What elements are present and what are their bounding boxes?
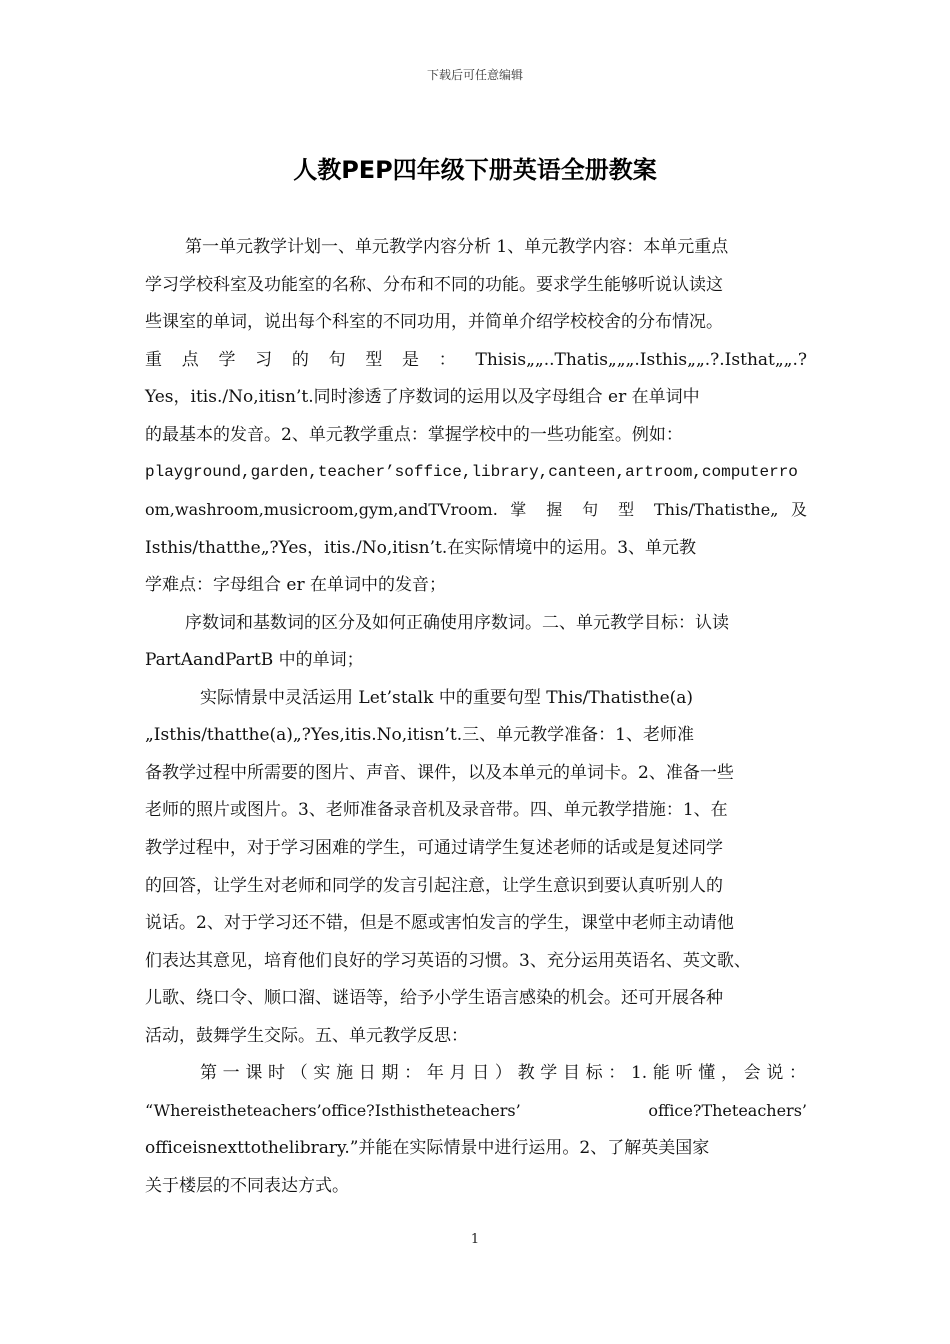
- paragraph-line: 儿歌、绕口令、顺口溜、谜语等，给予小学生语言感染的机会。还可开展各种: [145, 988, 723, 1008]
- paragraph-line: 些课室的单词，说出每个科室的不同功用，并简单介绍学校校舍的分布情况。: [145, 312, 723, 332]
- paragraph-line: 的最基本的发音。2、单元教学重点：掌握学校中的一些功能室。例如：: [145, 425, 683, 445]
- paragraph-line: 备教学过程中所需要的图片、声音、课件，以及本单元的单词卡。2、准备一些: [145, 763, 734, 783]
- page-header: 下载后可任意编辑: [426, 68, 523, 82]
- document-title: 人教PEP四年级下册英语全册教案: [293, 156, 657, 184]
- paragraph-line: 关于楼层的不同表达方式。: [145, 1176, 349, 1196]
- paragraph-line: 重 点 学 习 的 句 型 是 ： Thisis„„..Thatis„„„.Isthis„„.?.Isthat„„.?: [145, 350, 807, 370]
- paragraph-line: Yes，itis./No,itisn’t.同时渗透了序数词的运用以及字母组合 er 在单词中: [145, 387, 700, 407]
- paragraph-line: 教学过程中，对于学习困难的学生，可通过请学生复述老师的话或是复述同学: [145, 838, 723, 858]
- paragraph-line: „Isthis/thatthe(a)„?Yes,itis.No,itisn’t.三、单元教学准备：1、老师准: [145, 725, 694, 745]
- paragraph-line: 们表达其意见，培育他们良好的学习英语的习惯。3、充分运用英语名、英文歌、: [145, 951, 751, 971]
- paragraph-line: playground,garden,teacher’soffice,library,canteen,artroom,computerro: [145, 463, 798, 481]
- page-number: 1: [470, 1232, 480, 1247]
- paragraph-line: 学习学校科室及功能室的名称、分布和不同的功能。要求学生能够听说认读这: [145, 275, 723, 295]
- paragraph-line: PartAandPartB 中的单词；: [145, 650, 364, 670]
- paragraph-line: officeisnexttothelibrary.”并能在实际情景中进行运用。2、了解英美国家: [145, 1138, 710, 1158]
- paragraph-line: Isthis/thatthe„?Yes，itis./No,itisn’t.在实际情境中的运用。3、单元教: [145, 538, 697, 558]
- paragraph-line: 活动，鼓舞学生交际。五、单元教学反思：: [145, 1026, 468, 1046]
- paragraph-line: 学难点：字母组合 er 在单词中的发音；: [145, 575, 446, 595]
- paragraph-line: 说话。2、对于学习还不错，但是不愿或害怕发言的学生，课堂中老师主动请他: [145, 913, 734, 933]
- paragraph-line: 老师的照片或图片。3、老师准备录音机及录音带。四、单元教学措施：1、在: [145, 800, 728, 820]
- paragraph-line: 序数词和基数词的区分及如何正确使用序数词。二、单元教学目标：认读: [185, 613, 729, 633]
- paragraph-line: “Whereistheteachers’office?Isthistheteachers’ office?Theteachers’: [145, 1101, 807, 1120]
- paragraph-line: 的回答，让学生对老师和同学的发言引起注意，让学生意识到要认真听别人的: [145, 876, 723, 896]
- paragraph-line: 实际情景中灵活运用 Let’stalk 中的重要句型 This/Thatisthe(a): [200, 688, 694, 708]
- paragraph-line: om,washroom,musicroom,gym,andTVroom. 掌 握 句 型 This/Thatisthe„ 及: [145, 500, 807, 519]
- paragraph-line: 第一单元教学计划一、单元教学内容分析 1、单元教学内容：本单元重点: [185, 237, 729, 257]
- paragraph-line: 第一课时（实施日期：年月日）教学目标：1.能听懂，会说：: [200, 1063, 806, 1083]
